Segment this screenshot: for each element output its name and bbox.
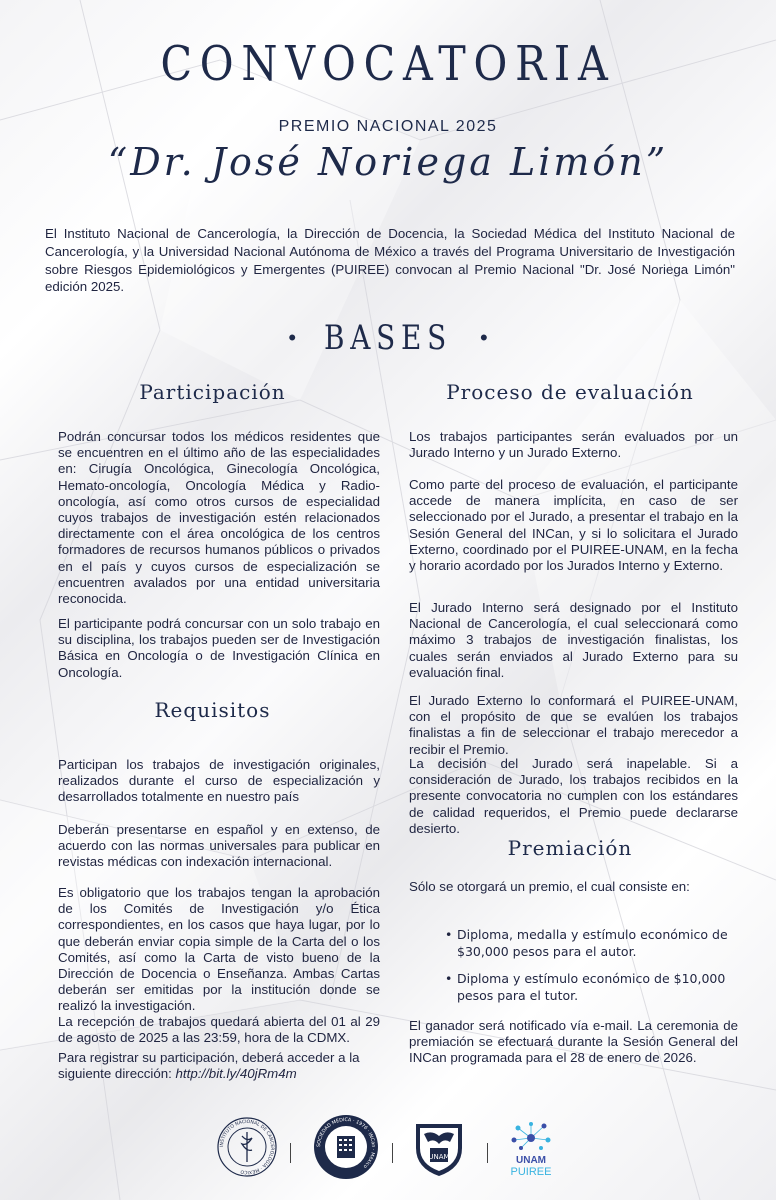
participacion-paragraph-1: Podrán concursar todos los médicos residentes que se encuentren en el último año de las especialidades en: Cirugía Oncológica, Ginecología Oncológica, Hemato-oncología, Oncología Médica y Radio-oncología, así como otros cursos de especialidad cuyos trabajos de investigación estén relacionados directamente con el área oncológica de los centros formadores de recursos humanos públicos o privados en el país y cuyos cursos de especialización se encuentren avalados por una entidad universitaria reconocida. bbox=[58, 429, 380, 607]
unam-puiree-logo bbox=[506, 1118, 556, 1180]
bullet-icon: • bbox=[445, 927, 453, 942]
registro-link[interactable]: http://bit.ly/40jRm4m bbox=[175, 1066, 297, 1082]
bullet-dot-left: • bbox=[288, 325, 297, 350]
list-item bbox=[445, 970, 745, 1004]
intro-paragraph: El Instituto Nacional de Cancerología, la Dirección de Docencia, la Sociedad Médica del Instituto Nacional de Cancerología, y la Universidad Nacional Autónoma de México a través del Programa Universitario de Investigación sobre Riesgos Epidemiológicos y Emergentes (PUIREE) convocan al Premio Nacional "Dr. José Noriega Limón" edición 2025. bbox=[45, 226, 735, 295]
premiacion-paragraph-2: El ganador será notificado vía e-mail. La ceremonia de premiación se efectuará durante la Sesión General del INCan programada para el 28 de enero de 2026. bbox=[409, 1018, 738, 1066]
puiree-unam-text: UNAM bbox=[516, 1155, 546, 1166]
unam-escudo-text: UNAM bbox=[428, 1153, 450, 1161]
incan-logo-text: INSTITUTO NACIONAL DE CANCEROLOGÍA · MÉXICO bbox=[219, 1119, 275, 1175]
footer-logos bbox=[0, 1118, 776, 1198]
page-title: CONVOCATORIA bbox=[160, 36, 616, 92]
premio-autor: Diploma, medalla y estímulo económico de $30,000 pesos para el autor. bbox=[457, 927, 728, 959]
requisitos-heading: Requisitos bbox=[154, 698, 271, 722]
premiacion-paragraph-1: Sólo se otorgará un premio, el cual consiste en: bbox=[409, 879, 690, 894]
premios-list bbox=[445, 926, 745, 1014]
award-name: “Dr. José Noriega Limón” bbox=[107, 140, 669, 184]
puiree-text: PUIREE bbox=[510, 1166, 552, 1178]
list-item bbox=[445, 926, 745, 960]
bullet-icon: • bbox=[445, 971, 453, 986]
evaluacion-paragraph-4: El Jurado Externo lo conformará el PUIREE-UNAM, con el propósito de que se evalúen los trabajos finalistas a fin de seleccionar el trabajo merecedor a recibir el Premio. bbox=[409, 693, 738, 757]
bullet-dot-right: • bbox=[479, 325, 488, 350]
evaluacion-paragraph-5: La decisión del Jurado será inapelable. Si a consideración de Jurado, los trabajos recibidos en la presente convocatoria no cumplen con los estándares de calidad requeridos, el Premio puede declararse desierto. bbox=[409, 756, 738, 836]
evaluacion-paragraph-3: El Jurado Interno será designado por el Instituto Nacional de Cancerología, el cual seleccionará como máximo 3 trabajos de investigación finalistas, los cuales serán enviados al Jurado Externo para su evaluación final. bbox=[409, 600, 738, 680]
bases-label: BASES bbox=[324, 318, 452, 358]
requisitos-paragraph-5 bbox=[58, 1050, 380, 1082]
evaluacion-paragraph-1: Los trabajos participantes serán evaluados por un Jurado Interno y un Jurado Externo. bbox=[409, 429, 738, 461]
prize-subtitle: PREMIO NACIONAL 2025 bbox=[278, 118, 498, 135]
requisitos-paragraph-3: Es obligatorio que los trabajos tengan la aprobación de los Comités de Investigación y/o Ética correspondientes, en los casos que haya lugar, por lo que deberán enviar copia simple de la Carta del o los Comités, así como la Carta de visto bueno de la Dirección de Docencia o Enseñanza. Ambas Cartas deberán ser emitidas por la institución donde se realizó la investigación. bbox=[58, 885, 380, 1014]
participacion-paragraph-2: El participante podrá concursar con un solo trabajo en su disciplina, los trabajos pueden ser de Investigación Básica en Oncología o de Investigación Clínica en Oncología. bbox=[58, 616, 380, 680]
incan-logo bbox=[216, 1116, 278, 1178]
participacion-heading: Participación bbox=[139, 380, 286, 404]
sociedad-medica-logo bbox=[313, 1114, 379, 1180]
premio-tutor: Diploma y estímulo económico de $10,000 pesos para el tutor. bbox=[457, 971, 726, 1003]
requisitos-paragraph-4: La recepción de trabajos quedará abierta del 01 al 29 de agosto de 2025 a las 23:59, hora de la CDMX. bbox=[58, 1014, 380, 1046]
unam-escudo-logo bbox=[410, 1118, 468, 1178]
evaluacion-heading: Proceso de evaluación bbox=[446, 380, 694, 404]
logo-divider bbox=[290, 1143, 291, 1163]
requisitos-paragraph-1: Participan los trabajos de investigación originales, realizados durante el curso de especialización y desarrollados totalmente en nuestro país bbox=[58, 757, 380, 805]
logo-divider bbox=[487, 1143, 488, 1163]
bases-heading bbox=[0, 318, 776, 358]
sociedad-logo-text: SOCIEDAD MÉDICA · 1976 · INCan · México bbox=[316, 1117, 376, 1169]
requisitos-paragraph-2: Deberán presentarse en español y en extenso, de acuerdo con las normas universales para publicar en revistas médicas con indexación internacional. bbox=[58, 822, 380, 870]
logo-divider bbox=[392, 1143, 393, 1163]
premiacion-heading: Premiación bbox=[507, 836, 633, 860]
registro-text: Para registrar su participación, deberá acceder a la siguiente dirección: bbox=[58, 1050, 360, 1082]
evaluacion-paragraph-2: Como parte del proceso de evaluación, el participante accede de manera implícita, en caso de ser seleccionado por el Jurado, a presentar el trabajo en la Sesión General del INCan, y si lo solicitara el Jurado Externo, coordinado por el PUIREE-UNAM, en la fecha y horario acordado por los Jurados Interno y Externo. bbox=[409, 477, 738, 574]
